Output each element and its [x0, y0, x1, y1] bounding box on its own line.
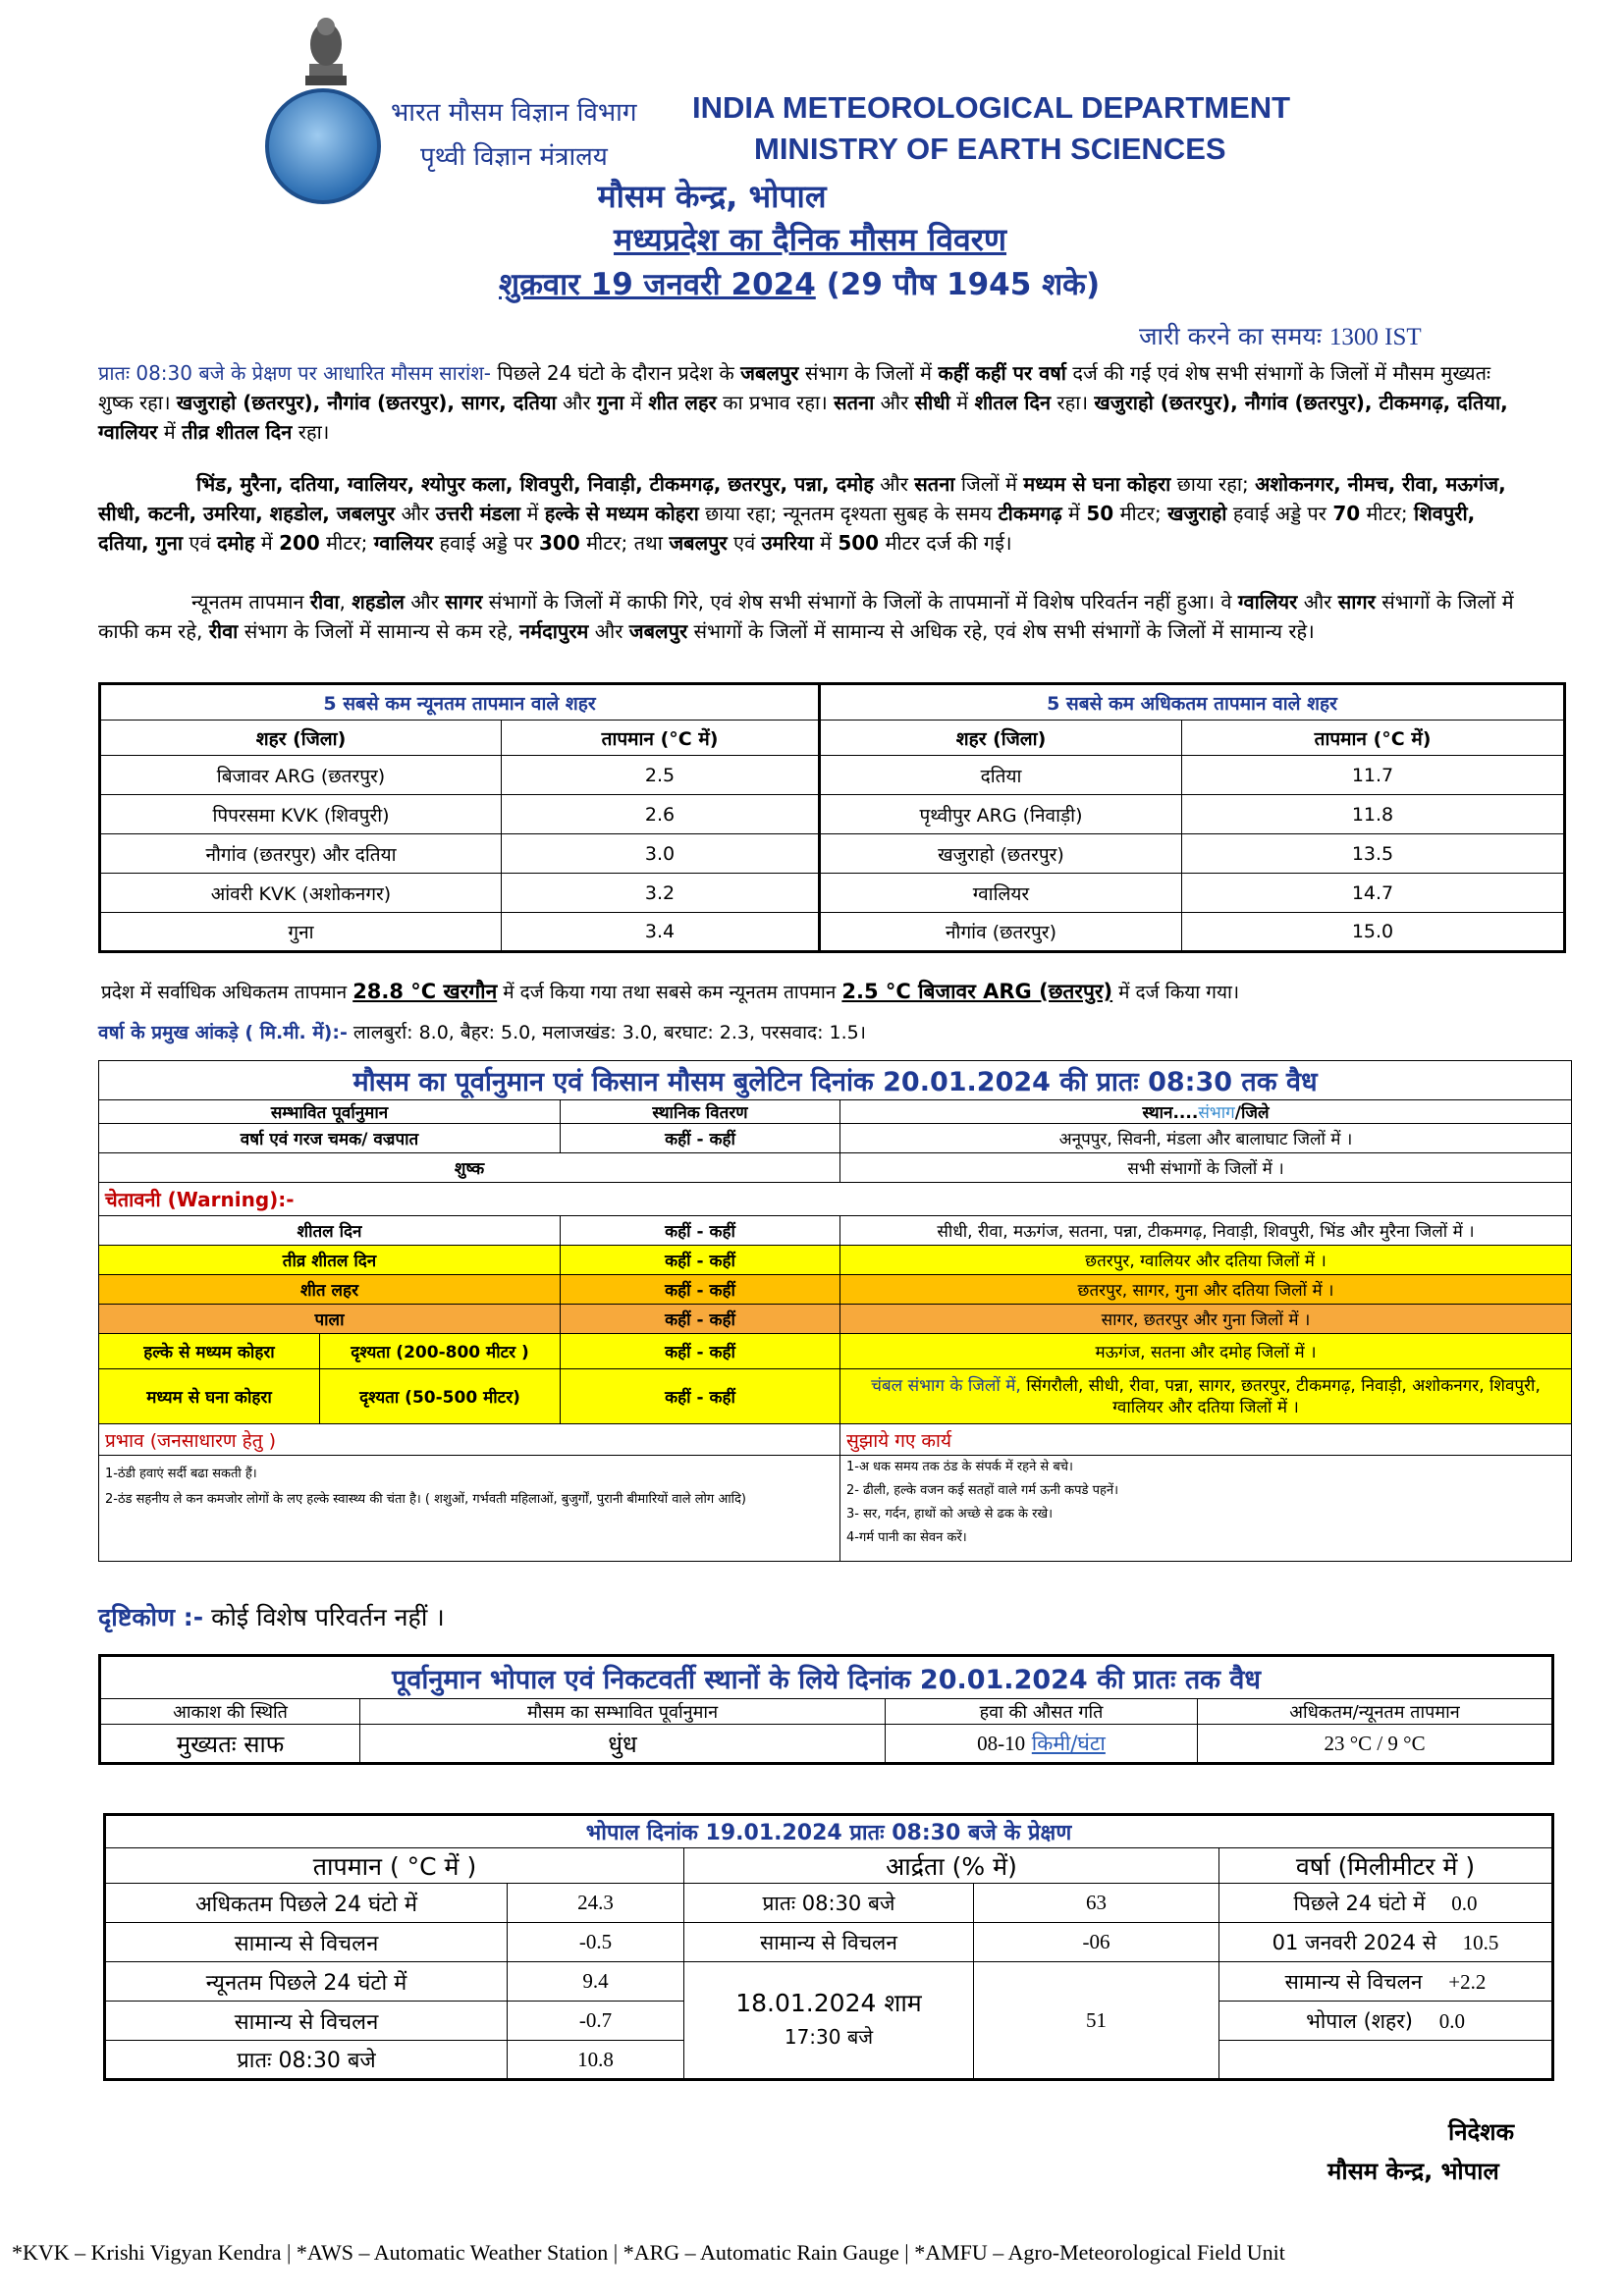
s-text: में [813, 531, 839, 555]
r1-value: 0.0 [1451, 1891, 1478, 1915]
s-text: मीटर; [1360, 502, 1415, 525]
s-text: पिछले 24 घंटो के दौरान प्रदेश के [491, 361, 741, 385]
s-text: छाया रहा; न्यूनतम दृश्यता सुबह के समय [698, 502, 999, 525]
w4-name: पाला [99, 1305, 561, 1334]
w1-name: शीतल दिन [99, 1216, 561, 1246]
impact-2: 2-ठंड सहनीय ले कन कमजोर लोगों के लए हल्के स्वास्थ्य की चंता है। ( शशुओं, गर्भवती महिलाओं, बुजुर्गों, पुरानी बीमारियों वाले लोग आदि) [105, 1492, 746, 1507]
s-text: और [404, 590, 446, 614]
min-temp: 2.6 [502, 795, 820, 834]
s-bold: उमरिया [761, 531, 814, 555]
r1-place: अनूपपुर, सिवनी, मंडला और बालाघाट जिलों में । [840, 1124, 1572, 1153]
wind-value [886, 1725, 1198, 1764]
summary-paragraph-3 [98, 587, 1532, 646]
s-bold: उत्तरी मंडला [435, 502, 521, 525]
min-temp: 3.4 [502, 913, 820, 952]
w3-dist: कहीं - कहीं [561, 1275, 840, 1305]
r1-dist: कहीं - कहीं [561, 1124, 840, 1153]
w6-vis: दृश्यता (50-500 मीटर) [320, 1369, 561, 1424]
min-temp: 3.2 [502, 874, 820, 913]
warning-label: चेतावनी (Warning):- [99, 1183, 1572, 1216]
date-line [499, 263, 1100, 304]
w6-name: मध्यम से घना कोहरा [99, 1369, 320, 1424]
w6-place [840, 1369, 1572, 1424]
hindi-ministry-name: पृथ्वी विज्ञान मंत्रालय [420, 142, 608, 172]
bhopal-forecast-title: पूर्वानुमान भोपाल एवं निकटवर्ती स्थानों के लिये दिनांक 20.01.2024 की प्रातः तक वैध [100, 1656, 1553, 1699]
s-bold: नर्मदापुरम [519, 619, 589, 643]
s-text: संभागों के जिलों में सामान्य से अधिक रहे, एवं शेष सभी संभागों के जिलों में सामान्य रहे। [687, 619, 1315, 643]
t4-value: -0.7 [508, 2002, 684, 2041]
w5-dist: कहीं - कहीं [561, 1334, 840, 1369]
h-place-a: स्थान.... [1142, 1103, 1199, 1123]
h-temp: अधिकतम/न्यूनतम तापमान [1198, 1699, 1553, 1725]
r4-cell [1219, 2002, 1553, 2041]
s-text: संभाग के जिलों में सामान्य से कम रहे, [238, 619, 520, 643]
r2-forecast: शुष्क [99, 1153, 840, 1183]
h-wind: हवा की औसत गति [886, 1699, 1198, 1725]
h-place-c: /जिले [1234, 1103, 1270, 1123]
s-text: मीटर; [1113, 502, 1168, 525]
s-bold: 50 [1086, 502, 1114, 525]
s-bold: गुना [597, 391, 624, 414]
s-bold: 500 [838, 531, 880, 555]
max-temp: 11.7 [1182, 756, 1565, 795]
r3-label: सामान्य से विचलन [1284, 1969, 1423, 1994]
temp-value: 23 °C / 9 °C [1198, 1725, 1553, 1764]
s-text: , [339, 590, 352, 614]
s-bold: सतना [914, 472, 955, 496]
s-bold: रीवा [208, 619, 239, 643]
s-text: और [1297, 590, 1338, 614]
max-temp: 15.0 [1182, 913, 1565, 952]
ex-text: में दर्ज किया गया तथा सबसे कम न्यूनतम तापमान [497, 982, 842, 1003]
table-row [100, 913, 1565, 952]
r2-place: सभी संभागों के जिलों में । [840, 1153, 1572, 1183]
h-spatial: स्थानिक वितरण [561, 1100, 840, 1124]
w2-name: तीव्र शीतल दिन [99, 1246, 561, 1275]
s-text: का प्रभाव रहा। [716, 391, 835, 414]
max-temp: 14.7 [1182, 874, 1565, 913]
rainfall-values: लालबुर्रा: 8.0, बैहर: 5.0, मलाजखंड: 3.0, बरघाट: 2.3, परसवाद: 1.5। [347, 1022, 866, 1043]
ex-text: प्रदेश में सर्वाधिक अधिकतम तापमान [101, 982, 353, 1003]
s-text: संभाग के जिलों में [798, 361, 939, 385]
table-row [100, 756, 1565, 795]
s-bold: रीवा [309, 590, 340, 614]
issue-time-value: 1300 IST [1328, 324, 1422, 350]
r4-label: भोपाल (शहर) [1306, 2008, 1413, 2033]
h2-label: सामान्य से विचलन [684, 1923, 974, 1962]
s-bold: 300 [538, 531, 580, 555]
t2-label: सामान्य से विचलन [105, 1923, 508, 1962]
min-city: आंवरी KVK (अशोकनगर) [100, 874, 502, 913]
t5-label: प्रातः 08:30 बजे [105, 2041, 508, 2080]
table-row [100, 795, 1565, 834]
s-bold: टीकमगढ़ [998, 502, 1062, 525]
hindi-dept-name: भारत मौसम विज्ञान विभाग [391, 98, 637, 128]
h-place-b: संभाग [1198, 1103, 1235, 1123]
forecast-bulletin-table [98, 1060, 1572, 1562]
s-bold: 70 [1332, 502, 1361, 525]
ex-text: में दर्ज किया गया। [1112, 982, 1240, 1003]
t5-value: 10.8 [508, 2041, 684, 2080]
s-text: और [874, 391, 915, 414]
h-forecast: सम्भावित पूर्वानुमान [99, 1100, 561, 1124]
extremes-line [101, 978, 1239, 1005]
min-temp: 2.5 [502, 756, 820, 795]
h-humidity: आर्द्रता (% में) [684, 1848, 1219, 1884]
bhopal-obs-title: भोपाल दिनांक 19.01.2024 प्रातः 08:30 बजे के प्रेक्षण [105, 1815, 1553, 1848]
w5-name: हल्के से मध्यम कोहरा [99, 1334, 320, 1369]
date-text: शुक्रवार 19 जनवरी 2024 [499, 267, 816, 302]
report-title: मध्यप्रदेश का दैनिक मौसम विवरण [613, 221, 1007, 258]
s-bold: खजुराहो (छतरपुर), नौगांव (छतरपुर), टीकमगढ़, दतिया, ग्वालियर [98, 391, 1508, 444]
footer-abbreviations: *KVK – Krishi Vigyan Kendra | *AWS – Automatic Weather Station | *ARG – Automatic Rain Gauge | *AMFU – Agro-Meteorological Field Unit [12, 2240, 1285, 2265]
bulletin-title: मौसम का पूर्वानुमान एवं किसान मौसम बुलेटिन दिनांक 20.01.2024 की प्रातः 08:30 तक वैध [99, 1061, 1572, 1100]
issue-time-label: जारी करने का समयः [1139, 322, 1322, 350]
h-rain: वर्षा (मिलीमीटर में ) [1219, 1848, 1553, 1884]
max-city: खजुराहो (छतरपुर) [820, 834, 1182, 874]
col-header-city: शहर (जिला) [100, 721, 502, 756]
action-2: 2- ढीली, हल्के वजन कई सतहों वाले गर्म ऊनी कपडे पहनें। [846, 1483, 1118, 1498]
s-bold: ग्वालियर [1237, 590, 1298, 614]
col-header-temp: तापमान (°C में) [502, 721, 820, 756]
s-bold: तीव्र शीतल दिन [182, 420, 293, 444]
issue-time [1139, 319, 1422, 352]
s-text: और [873, 472, 915, 496]
max-table-title: 5 सबसे कम अधिकतम तापमान वाले शहर [820, 684, 1565, 721]
impact-text [99, 1456, 840, 1562]
outlook-line [98, 1600, 445, 1633]
t4-label: सामान्य से विचलन [105, 2002, 508, 2041]
action-4: 4-गर्म पानी का सेवन करें। [846, 1530, 967, 1545]
table-row [100, 874, 1565, 913]
ex-max-value: 28.8 °C खरगौन [352, 980, 498, 1003]
signature-office: मौसम केन्द्र, भोपाल [1327, 2158, 1499, 2185]
bhopal-forecast-table [98, 1654, 1554, 1765]
t2-value: -0.5 [508, 1923, 684, 1962]
s-text: और [556, 391, 598, 414]
s-text: रहा। [292, 420, 330, 444]
action-1: 1-अ धक समय तक ठंड के संपर्क में रहने से बचे। [846, 1460, 1073, 1474]
w3-name: शीत लहर [99, 1275, 561, 1305]
col-header-city: शहर (जिला) [820, 721, 1182, 756]
r1-label: पिछले 24 घंटो में [1293, 1891, 1426, 1915]
action-3: 3- सर, गर्दन, हाथों को अच्छे से ढक के रखे। [846, 1507, 1054, 1522]
r1-cell [1219, 1884, 1553, 1923]
s-bold: सागर [1337, 590, 1376, 614]
summary-paragraph-2 [98, 469, 1532, 558]
s-bold: शहडोल [352, 590, 405, 614]
s-text: न्यूनतम तापमान [191, 590, 310, 614]
s-bold: मध्यम से घना कोहरा [1023, 472, 1171, 496]
w4-place: सागर, छतरपुर और गुना जिलों में । [840, 1305, 1572, 1334]
s-bold: हल्के से मध्यम कोहरा [544, 502, 699, 525]
s-bold: शीतल दिन [974, 391, 1052, 414]
table-row [100, 834, 1565, 874]
s-text: हवाई अड्डे पर [433, 531, 539, 555]
empty-cell [1219, 2041, 1553, 2080]
s-bold: खजुराहो (छतरपुर), नौगांव (छतरपुर), सागर, दतिया [176, 391, 557, 414]
s-bold: सीधी [914, 391, 950, 414]
t1-value: 24.3 [508, 1884, 684, 1923]
s-bold: शिवपुरी, दतिया, गुना [98, 502, 1476, 555]
min-city: बिजावर ARG (छतरपुर) [100, 756, 502, 795]
h1-label: प्रातः 08:30 बजे [684, 1884, 974, 1923]
t3-value: 9.4 [508, 1962, 684, 2002]
rainfall-label: वर्षा के प्रमुख आंकड़े ( मि.मी. में):- [98, 1022, 348, 1043]
r3-value: +2.2 [1448, 1969, 1487, 1994]
s-text: में [1061, 502, 1087, 525]
s-text: एवं [183, 531, 217, 555]
ex-min-value: 2.5 °C बिजावर ARG (छतरपुर) [841, 980, 1113, 1003]
s-bold: खजुराहो [1167, 502, 1227, 525]
h1-value: 63 [974, 1884, 1219, 1923]
s-bold: ग्वालियर [373, 531, 434, 555]
english-dept-name: INDIA METEOROLOGICAL DEPARTMENT [692, 90, 1291, 125]
s-text: जिलों में [954, 472, 1024, 496]
summary-lead: प्रातः 08:30 बजे के प्रेक्षण पर आधारित मौसम सारांश- [98, 361, 492, 385]
r3-cell [1219, 1962, 1553, 2002]
s-text: में [254, 531, 280, 555]
s-bold: जबलपुर [628, 619, 688, 643]
s-text: में [623, 391, 649, 414]
h-forecast: मौसम का सम्भावित पूर्वानुमान [360, 1699, 886, 1725]
h3-label [684, 1962, 974, 2080]
centre-name: मौसम केन्द्र, भोपाल [597, 178, 827, 215]
s-text: दर्ज की गई एवं शेष सभी संभागों के जिलों में मौसम मुख्यतः शुष्क रहा। [98, 361, 1491, 414]
r2-value: 10.5 [1462, 1930, 1499, 1954]
wind-speed: 08-10 [977, 1732, 1026, 1755]
s-text: रहा। [1051, 391, 1095, 414]
s-bold: जबलपुर [740, 361, 799, 385]
s-bold: जबलपुर [669, 531, 728, 555]
s-bold: भिंड, मुरैना, दतिया, ग्वालियर, श्योपुर कला, शिवपुरी, निवाड़ी, टीकमगढ़, छतरपुर, पन्ना, दमोह [196, 472, 874, 496]
max-city: ग्वालियर [820, 874, 1182, 913]
s-bold: 200 [279, 531, 320, 555]
h3-label-a: 18.01.2024 शाम [735, 1989, 922, 2017]
w6-dist: कहीं - कहीं [561, 1369, 840, 1424]
w1-dist: कहीं - कहीं [561, 1216, 840, 1246]
s-text: मीटर; तथा [579, 531, 670, 555]
s-text: एवं [727, 531, 762, 555]
rainfall-line [98, 1019, 866, 1044]
max-temp: 13.5 [1182, 834, 1565, 874]
s-bold: कहीं कहीं पर वर्षा [938, 361, 1066, 385]
w3-place: छतरपुर, सागर, गुना और दतिया जिलों में । [840, 1275, 1572, 1305]
t3-label: न्यूनतम पिछले 24 घंटो में [105, 1962, 508, 2002]
w2-place: छतरपुर, ग्वालियर और दतिया जिलों में । [840, 1246, 1572, 1275]
w6-place-b: सिंगरौली, सीधी, रीवा, पन्ना, सागर, छतरपुर, टीकमगढ़, निवाड़ी, अशोकनगर, शिवपुरी, ग्वालियर और दतिया जिलों में । [1020, 1375, 1541, 1417]
max-temp: 11.8 [1182, 795, 1565, 834]
w2-dist: कहीं - कहीं [561, 1246, 840, 1275]
h3-value: 51 [974, 1962, 1219, 2080]
s-text: में [157, 420, 183, 444]
action-text [840, 1456, 1572, 1562]
min-city: पिपरसमा KVK (शिवपुरी) [100, 795, 502, 834]
min-city: गुना [100, 913, 502, 952]
s-text: मीटर; [319, 531, 374, 555]
max-city: दतिया [820, 756, 1182, 795]
national-emblem [299, 15, 352, 89]
col-header-temp: तापमान (°C में) [1182, 721, 1565, 756]
s-bold: सागर [445, 590, 483, 614]
s-text: संभागों के जिलों में काफी कम रहे, [98, 590, 1514, 643]
s-text: और [588, 619, 629, 643]
s-text: मीटर दर्ज की गई। [879, 531, 1012, 555]
summary-paragraph-1 [98, 358, 1532, 447]
outlook-label: दृष्टिकोण :- [98, 1603, 204, 1631]
w5-place: मऊगंज, सतना और दमोह जिलों में । [840, 1334, 1572, 1369]
saka-date: (29 पौष 1945 शके) [826, 267, 1101, 302]
sky-value: मुख्यतः साफ [100, 1725, 360, 1764]
s-bold: शीत लहर [648, 391, 717, 414]
h-temp: तापमान ( °C में ) [105, 1848, 684, 1884]
english-ministry-name: MINISTRY OF EARTH SCIENCES [754, 132, 1226, 166]
s-text: और [395, 502, 436, 525]
r4-value: 0.0 [1438, 2008, 1465, 2033]
imd-logo [265, 88, 381, 204]
w5-vis: दृश्यता (200-800 मीटर ) [320, 1334, 561, 1369]
s-text: छाया रहा; [1170, 472, 1256, 496]
h3-label-b: 17:30 बजे [784, 2025, 874, 2049]
r2-cell [1219, 1923, 1553, 1962]
s-bold: सतना [834, 391, 875, 414]
w1-place: सीधी, रीवा, मऊगंज, सतना, पन्ना, टीकमगढ़, निवाड़ी, शिवपुरी, भिंड और मुरैना जिलों में । [840, 1216, 1572, 1246]
bhopal-observation-table [103, 1813, 1554, 2081]
impact-label: प्रभाव (जनसाधारण हेतु ) [99, 1424, 840, 1456]
s-text: में [949, 391, 975, 414]
w6-place-a: चंबल संभाग के जिलों में, [871, 1375, 1021, 1396]
s-text: में [520, 502, 545, 525]
lowest-temperature-table [98, 682, 1566, 953]
h2-value: -06 [974, 1923, 1219, 1962]
s-bold: अशोकनगर, नीमच, रीवा, मऊगंज, सीधी, कटनी, उमरिया, शहडोल, जबलपुर [98, 472, 1506, 525]
r1-forecast: वर्षा एवं गरज चमक/ वज्रपात [99, 1124, 561, 1153]
max-city: नौगांव (छतरपुर) [820, 913, 1182, 952]
t1-label: अधिकतम पिछले 24 घंटो में [105, 1884, 508, 1923]
wind-unit: किमी/घंटा [1031, 1732, 1106, 1755]
forecast-value: धुंध [360, 1725, 886, 1764]
action-label: सुझाये गए कार्य [840, 1424, 1572, 1456]
s-bold: दमोह [217, 531, 255, 555]
w4-dist: कहीं - कहीं [561, 1305, 840, 1334]
min-table-title: 5 सबसे कम न्यूनतम तापमान वाले शहर [100, 684, 820, 721]
h-sky: आकाश की स्थिति [100, 1699, 360, 1725]
r2-label: 01 जनवरी 2024 से [1272, 1930, 1436, 1954]
min-city: नौगांव (छतरपुर) और दतिया [100, 834, 502, 874]
outlook-text: कोई विशेष परिवर्तन नहीं । [203, 1603, 445, 1631]
min-temp: 3.0 [502, 834, 820, 874]
s-text: हवाई अड्डे पर [1226, 502, 1333, 525]
impact-1: 1-ठंडी हवाएं सर्दी बढा सकती हैं। [105, 1467, 257, 1481]
s-text: संभागों के जिलों में काफी गिरे, एवं शेष सभी संभागों के जिलों के तापमानों में विशेष परिवर्तन नहीं हुआ। वे [482, 590, 1238, 614]
signature-title: निदेशक [1448, 2118, 1515, 2146]
h-place [840, 1100, 1572, 1124]
max-city: पृथ्वीपुर ARG (निवाड़ी) [820, 795, 1182, 834]
